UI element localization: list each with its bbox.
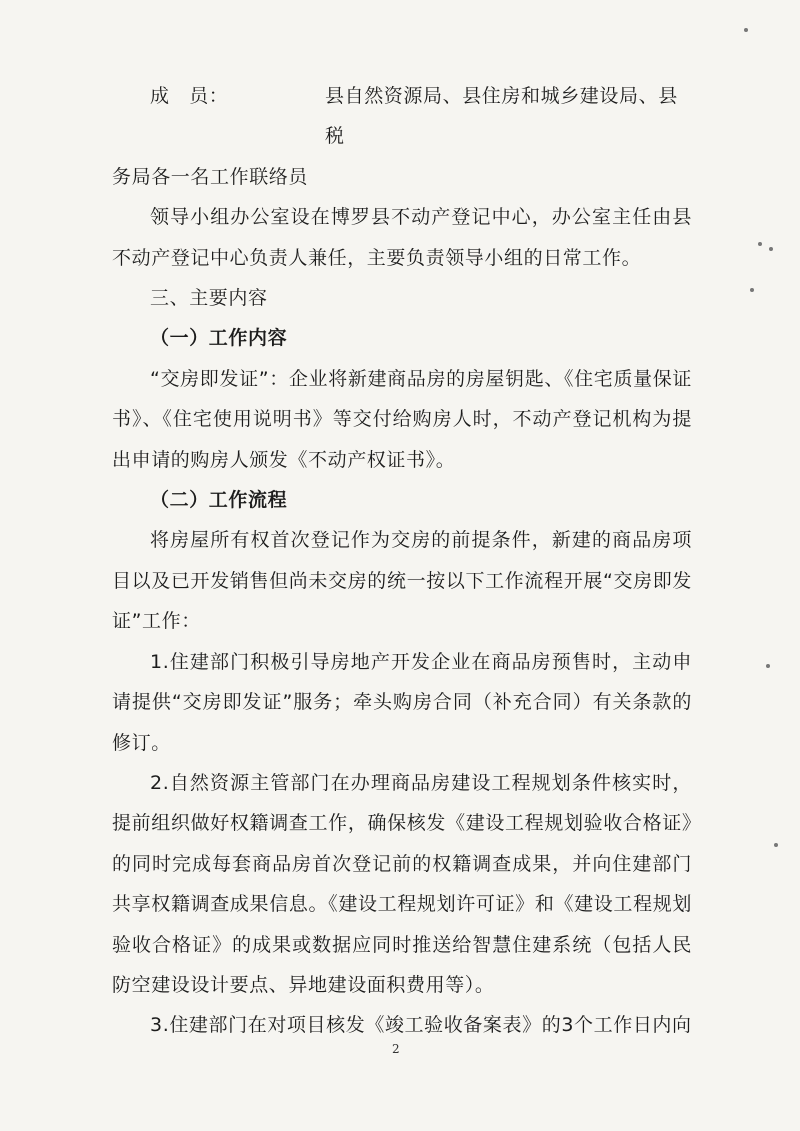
workflow-step-1: 1.住建部门积极引导房地产开发企业在商品房预售时，主动申请提供“交房即发证”服务；牵头购房合同（补充合同）有关条款的修订。	[112, 650, 692, 754]
scan-speck	[769, 247, 773, 251]
workflow-intro-paragraph: 将房屋所有权首次登记作为交房的前提条件，新建的商品房项目以及已开发销售但尚未交房的统一按以下工作流程开展“交房即发证”工作：	[112, 529, 692, 633]
document-body	[112, 76, 692, 1046]
scan-speck	[758, 242, 762, 246]
work-content-paragraph: “交房即发证”：企业将新建商品房的房屋钥匙、《住宅质量保证书》、《住宅使用说明书》等交付给购房人时，不动产登记机构为提出申请的购房人颁发《不动产权证书》。	[112, 367, 692, 471]
office-paragraph: 领导小组办公室设在博罗县不动产登记中心，办公室主任由县不动产登记中心负责人兼任，主要负责领导小组的日常工作。	[112, 206, 692, 269]
scan-speck	[744, 28, 748, 32]
workflow-step-3: 3.住建部门在对项目核发《竣工验收备案表》的3个工作日内向	[150, 1014, 692, 1037]
scan-speck	[766, 664, 770, 668]
subsection-two-heading: （二）工作流程	[150, 489, 288, 512]
section-three-heading: 三、主要内容	[150, 287, 268, 310]
scan-speck	[774, 843, 778, 847]
members-text: 县自然资源局、县住房和城乡建设局、县税	[325, 85, 678, 148]
members-line	[112, 76, 692, 157]
subsection-one-heading: （一）工作内容	[150, 327, 288, 350]
scan-speck	[750, 288, 754, 292]
page-number: 2	[392, 1042, 400, 1056]
workflow-step-2: 2.自然资源主管部门在办理商品房建设工程规划条件核实时，提前组织做好权籍调查工作，确保核发《建设工程规划验收合格证》的同时完成每套商品房首次登记前的权籍调查成果，并向住建部门共享权籍调查成果信息。《建设工程规划许可证》和《建设工程规划验收合格证》的成果或数据应同时推送给智慧住建系统（包括人民防空建设设计要点、异地建设面积费用等）。	[112, 771, 692, 996]
members-text-continued: 务局各一名工作联络员	[112, 165, 309, 188]
members-label: 成 员：	[150, 85, 229, 107]
